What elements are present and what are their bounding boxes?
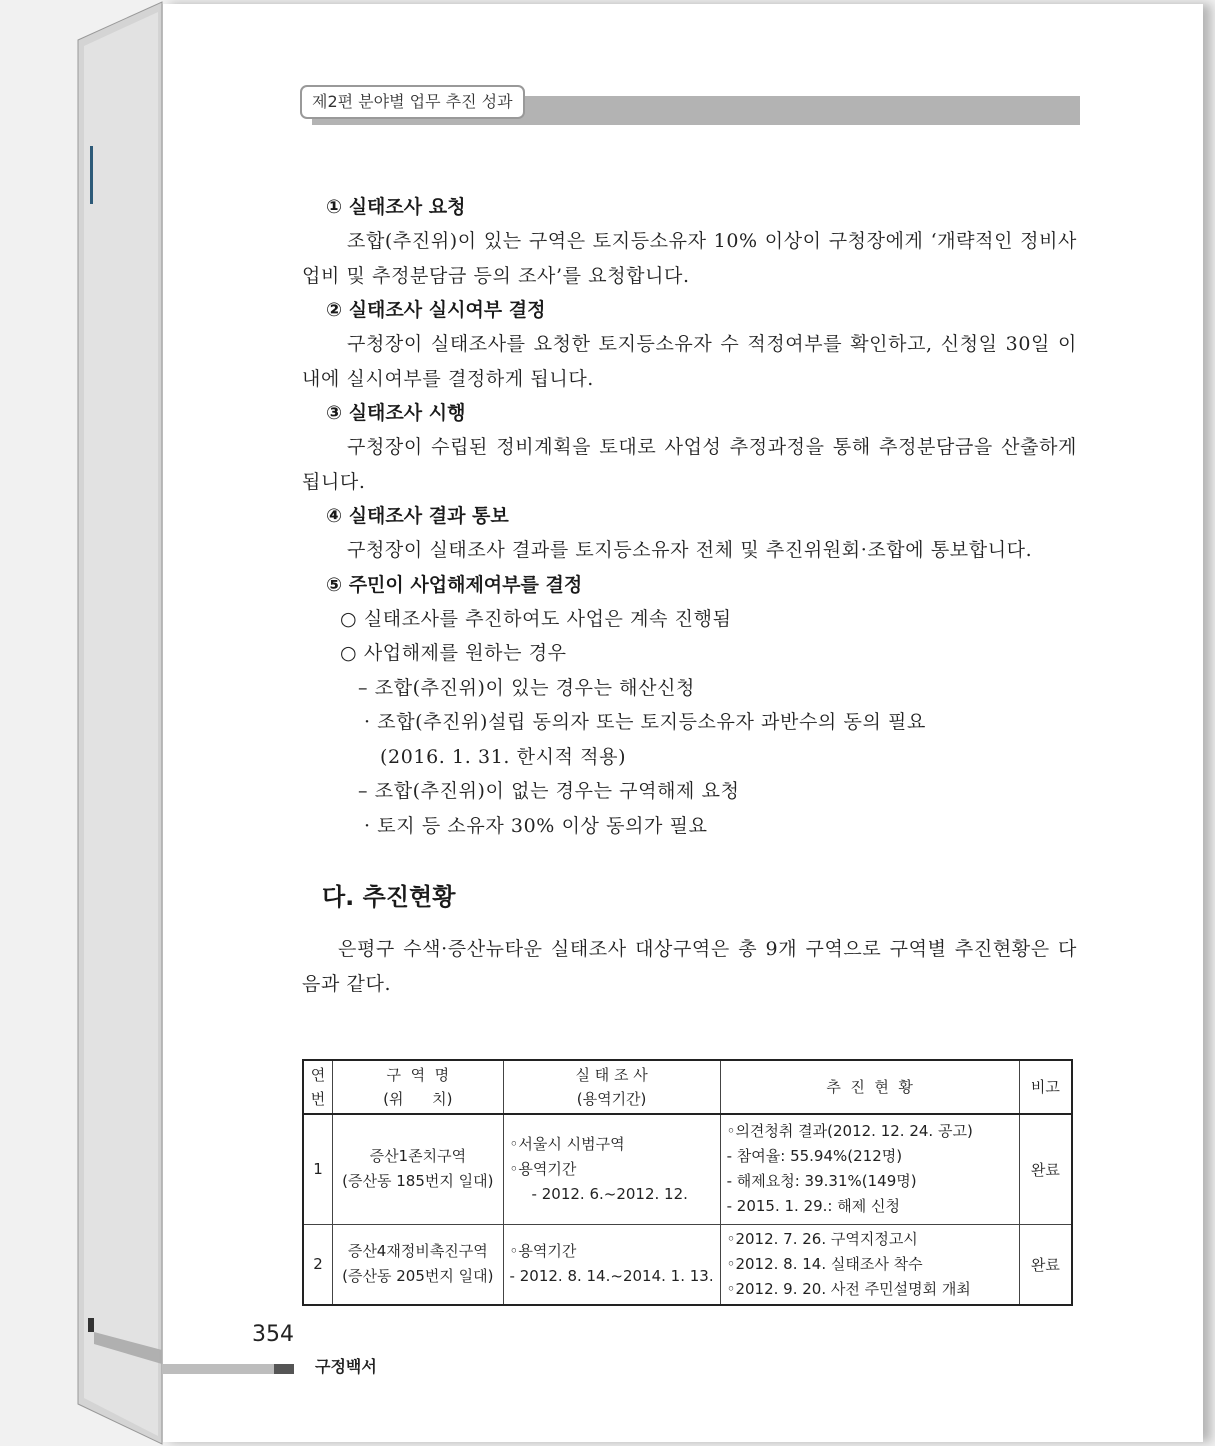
table-row: [303, 1224, 1072, 1305]
row-status: ◦2012. 7. 26. 구역지정고시 ◦2012. 8. 14. 실태조사 착수 ◦2012. 9. 20. 사전 주민설명회 개최: [720, 1224, 1019, 1305]
row-note: 완료: [1019, 1224, 1072, 1305]
page-number: 354: [252, 1322, 294, 1347]
list-item: – 조합(추진위)이 없는 경우는 구역해제 요청: [358, 780, 740, 802]
row-note: 완료: [1019, 1114, 1072, 1224]
step-2: [302, 293, 1077, 396]
step-4: [302, 499, 1077, 568]
table-row: [303, 1114, 1072, 1224]
step-text: 구청장이 실태조사를 요청한 토지등소유자 수 적정여부를 확인하고, 신청일 30일 이내에 실시여부를 결정하게 됩니다.: [302, 333, 1077, 390]
col-header-status: 추 진 현 황: [720, 1060, 1019, 1114]
step-heading: ③ 실태조사 시행: [326, 402, 466, 424]
step-5: [302, 568, 1077, 844]
status-table: [302, 1059, 1073, 1306]
footer-bar-accent: [274, 1364, 294, 1374]
col-header-no: 연 번: [303, 1060, 333, 1114]
col-header-survey: 실 태 조 사 (용역기간): [503, 1060, 720, 1114]
page-content: [302, 190, 1077, 1001]
row-survey: ◦서울시 시범구역 ◦용역기간 - 2012. 6.~2012. 12.: [503, 1114, 720, 1224]
row-survey: ◦용역기간 - 2012. 8. 14.~2014. 1. 13.: [503, 1224, 720, 1305]
row-status: ◦의견청취 결과(2012. 12. 24. 공고) - 참여율: 55.94%(212명) - 해제요청: 39.31%(149명) - 2015. 1. 29.: 해제 신청: [720, 1114, 1019, 1224]
list-item: ○ 사업해제를 원하는 경우: [340, 642, 567, 664]
row-name: 증산1존치구역 (증산동 185번지 일대): [333, 1114, 503, 1224]
section-tab: 제2편 분야별 업무 추진 성과: [300, 85, 525, 119]
row-no: 1: [303, 1114, 333, 1224]
row-name: 증산4재정비촉진구역 (증산동 205번지 일대): [333, 1224, 503, 1305]
list-item: – 조합(추진위)이 있는 경우는 해산신청: [358, 676, 695, 699]
list-item: (2016. 1. 31. 한시적 적용): [380, 745, 627, 768]
step-heading: ⑤ 주민이 사업해제여부를 결정: [326, 573, 583, 596]
step-text: 구청장이 실태조사 결과를 토지등소유자 전체 및 추진위원회·조합에 통보합니다.: [347, 539, 1033, 561]
col-header-name: 구 역 명 (위 치): [333, 1060, 503, 1114]
section-title: 다. 추진현황: [322, 883, 456, 911]
footer-bar: [162, 1364, 274, 1374]
list-item: · 조합(추진위)설립 동의자 또는 토지등소유자 과반수의 동의 필요: [364, 711, 926, 733]
footer-book-title: 구정백서: [315, 1357, 377, 1376]
step-heading: ④ 실태조사 결과 통보: [326, 505, 509, 527]
table-header-row: [303, 1060, 1072, 1114]
col-header-note: 비고: [1019, 1060, 1072, 1114]
row-no: 2: [303, 1224, 333, 1305]
list-item: · 토지 등 소유자 30% 이상 동의가 필요: [364, 814, 708, 837]
step-1: [302, 190, 1077, 293]
section-intro: 은평구 수색·증산뉴타운 실태조사 대상구역은 총 9개 구역으로 구역별 추진현황은 다음과 같다.: [302, 938, 1077, 995]
list-item: ○ 실태조사를 추진하여도 사업은 계속 진행됨: [340, 607, 732, 630]
step-text: 조합(추진위)이 있는 구역은 토지등소유자 10% 이상이 구청장에게 ‘개략적인 정비사업비 및 추정분담금 등의 조사’를 요청합니다.: [302, 230, 1077, 287]
step-3: [302, 396, 1077, 499]
step-heading: ① 실태조사 요청: [326, 196, 466, 218]
step-text: 구청장이 수립된 정비계획을 토대로 사업성 추정과정을 통해 추정분담금을 산출하게 됩니다.: [302, 436, 1077, 493]
step-heading: ② 실태조사 실시여부 결정: [326, 299, 546, 321]
